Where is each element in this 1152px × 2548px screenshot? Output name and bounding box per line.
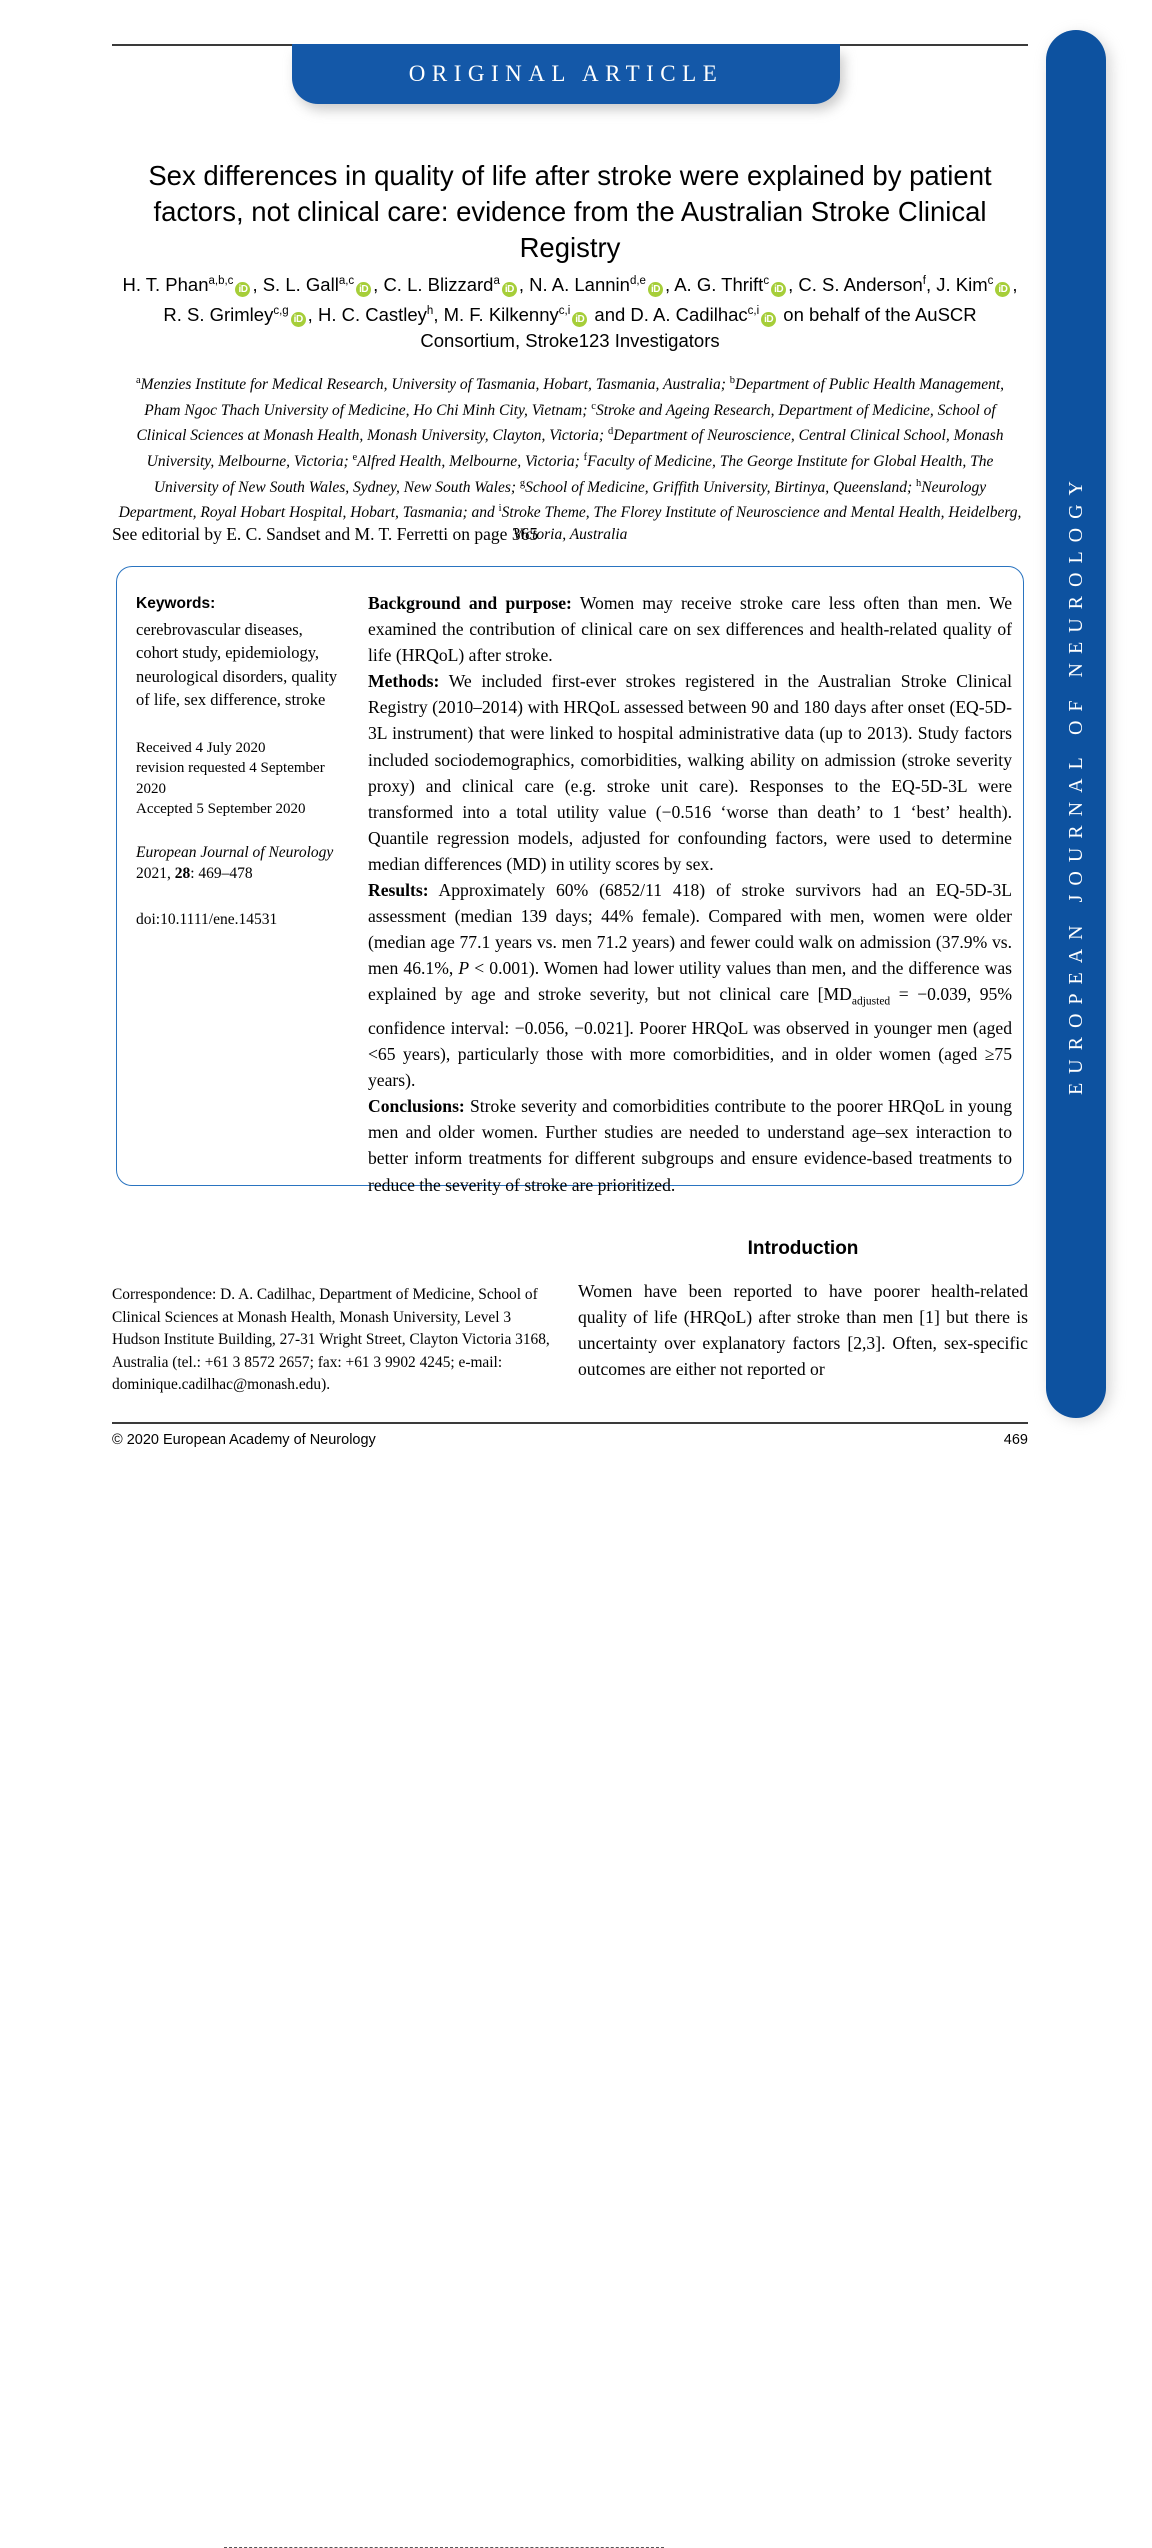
orcid-icon[interactable]: iD bbox=[995, 282, 1010, 297]
affiliation-marker: f bbox=[583, 451, 588, 463]
journal-citation bbox=[136, 842, 346, 884]
affiliation-marker: b bbox=[729, 375, 735, 386]
author-name: N. A. Lannin bbox=[529, 274, 630, 296]
affiliation-marker: a bbox=[135, 375, 141, 386]
page-number: 469 bbox=[1003, 1432, 1028, 1448]
revision-date: revision requested 4 September 2020 bbox=[136, 760, 325, 797]
keywords-column bbox=[136, 592, 346, 931]
affiliation-marker: i bbox=[498, 503, 502, 515]
affiliation-text: Stroke Theme, The Florey Institute of Neuroscience and Mental Health, Heidelberg, Victoria, Australia bbox=[501, 504, 1022, 543]
author-affiliation-marker: c,g bbox=[273, 305, 289, 318]
correspondence-text: Correspondence: D. A. Cadilhac, Department of Medicine, School of Clinical Sciences at Monash Health, Monash University, Level 3 Hudson Institute Building, 27-31 Wright Street, Clayton Victoria 3168, Australia (tel.: +61 3 8572 2657; fax: +61 3 9902 4245; e-mail: dominique.cadilhac@monash.edu). bbox=[112, 1286, 550, 1393]
doi: doi:10.1111/ene.14531 bbox=[136, 910, 278, 928]
author-affiliation-marker: a,c bbox=[338, 275, 355, 287]
journal-spine-label: EUROPEAN JOURNAL OF NEUROLOGY bbox=[1064, 472, 1087, 1096]
affiliation-marker: e bbox=[352, 451, 358, 463]
author-list: H. T. Phan$^{a,b,c}$iD , S. L. Gall$^{a,c}$iD , C. L. Blizzard$^a$iD , N. A. Lannin$^{d,e}$iD , A. G. Thrift$^c$iD , C. S. Anderson$^f$, J. Kim$^c$iD , R. S. Grimley$^{c,g}$iD , H. C. Castley$^h$, M. F. Kilkenny$^{c,i}$iD and D. A. Cadilhac$^{c,i}$iD on behalf of the AuSCR Consortium, Stroke123 Investigators bbox=[122, 274, 1018, 352]
author-affiliation-marker: c bbox=[987, 275, 994, 287]
orcid-icon[interactable]: iD bbox=[502, 282, 517, 297]
author-name: C. S. Anderson bbox=[798, 274, 923, 296]
editorial-note: See editorial by E. C. Sandset and M. T. Ferretti on page 365 bbox=[112, 524, 539, 544]
journal-citation-year: 2021, bbox=[136, 864, 175, 882]
author-name: D. A. Cadilhac bbox=[630, 304, 748, 326]
affiliation-text: Neurology Department, Royal Hobart Hospital, Hobart, Tasmania; and bbox=[118, 478, 987, 522]
abstract-methods-text: We included first-ever strokes registered in the Australian Stroke Clinical Registry (2010–2014) with HRQoL assessed between 90 and 180 days after onset (EQ-5D-3L instrument) that were linked to hospital administrative data (up to 2013). Study factors included sociodemographics, comorbidities, walking ability on admission (stroke severity proxy) and clinical care (e.g. stroke unit care). Responses to the EQ-5D-3L were transformed into a total utility value (−0.516 ‘worse than death’ to 1 ‘best’ health). Quantile regression models, adjusted for confounding factors, were used to determine median differences (MD) in utility scores by sex. bbox=[368, 671, 1012, 874]
journal-citation-pages: : 469–478 bbox=[190, 864, 253, 882]
copyright-notice: © 2020 European Academy of Neurology bbox=[112, 1432, 376, 1448]
author-affiliation-marker: a bbox=[493, 275, 500, 287]
affiliation-marker: h bbox=[916, 477, 922, 489]
accepted-date: Accepted 5 September 2020 bbox=[136, 801, 306, 817]
abstract-results-subscript: adjusted bbox=[851, 995, 891, 1008]
introduction-section bbox=[578, 1238, 1028, 1382]
orcid-icon[interactable]: iD bbox=[761, 312, 776, 327]
affiliation-text: Alfred Health, Melbourne, Victoria; bbox=[357, 453, 584, 471]
abstract-background-text: Women may receive stroke care less often than men. We examined the contribution of clinical care on sex differences and health-related quality of life (HRQoL) after stroke. bbox=[368, 593, 1013, 666]
affiliation-marker: c bbox=[591, 400, 596, 412]
author-group-statement: on behalf of the AuSCR Consortium, Stroke123 Investigators bbox=[420, 304, 977, 352]
abstract-results-text-3: = −0.039, 95% confidence interval: −0.056, −0.021]. Poorer HRQoL was observed in younger men (aged <65 years), particularly those with more comorbidities, and in older women (aged ≥75 years). bbox=[368, 984, 1013, 1091]
author-name: R. S. Grimley bbox=[163, 304, 274, 326]
author-name: H. C. Castley bbox=[317, 304, 427, 326]
abstract-conclusions bbox=[368, 1093, 1012, 1197]
orcid-icon[interactable]: iD bbox=[648, 282, 663, 297]
author-affiliation-marker: c,i bbox=[558, 305, 571, 318]
orcid-icon[interactable]: iD bbox=[235, 282, 250, 297]
article-title: Sex differences in quality of life after stroke were explained by patient factors, not clinical care: evidence from the Australian Stroke Clinical Registry bbox=[148, 160, 992, 264]
author-name: M. F. Kilkenny bbox=[443, 304, 559, 326]
affiliation-text: Department of Public Health Management, Pham Ngoc Thach University of Medicine, Ho Chi Minh City, Vietnam; bbox=[144, 376, 1005, 419]
article-type-banner: ORIGINAL ARTICLE bbox=[292, 44, 840, 104]
abstract-methods bbox=[368, 668, 1012, 877]
affiliation-text: Stroke and Ageing Research, Department of Medicine, School of Clinical Sciences at Monash Health, Monash University, Clayton, Victoria; bbox=[136, 401, 996, 445]
abstract-methods-label: Methods: bbox=[368, 671, 440, 692]
journal-spine bbox=[1046, 30, 1106, 1418]
orcid-icon[interactable]: iD bbox=[356, 282, 371, 297]
abstract-results bbox=[368, 877, 1012, 1093]
orcid-icon[interactable]: iD bbox=[771, 282, 786, 297]
author-affiliation-marker: h bbox=[426, 305, 434, 318]
abstract-body bbox=[368, 590, 1012, 1198]
affiliation-marker: d bbox=[607, 426, 614, 438]
journal-citation-name: European Journal of Neurology bbox=[136, 843, 334, 861]
keywords-list: cerebrovascular diseases, cohort study, epidemiology, neurological disorders, quality of life, sex difference, stroke bbox=[136, 619, 338, 709]
author-affiliation-marker: f bbox=[922, 275, 926, 287]
affiliation-text: Department of Neuroscience, Central Clinical School, Monash University, Melbourne, Victoria; bbox=[146, 427, 1004, 471]
abstract-results-p-symbol: P bbox=[458, 958, 470, 979]
abstract-results-label: Results: bbox=[368, 880, 429, 901]
affiliation-list bbox=[118, 370, 1022, 545]
abstract-results-text-2: < 0.001). Women had lower utility values than men, and the difference was explained by age and stroke severity, but not clinical care [MD bbox=[368, 958, 1012, 1005]
abstract-results-text-1: Approximately 60% (6852/11 418) of stroke survivors had an EQ-5D-3L assessment (median 139 days; 44% female). Compared with men, women were older (median age 77.1 years vs. men 71.2 years) and fewer could walk on admission (37.9% vs. men 46.1%, bbox=[368, 880, 1012, 979]
received-date: Received 4 July 2020 bbox=[136, 739, 266, 756]
author-name: C. L. Blizzard bbox=[383, 274, 494, 296]
keywords-heading: Keywords: bbox=[136, 595, 216, 612]
affiliation-marker: g bbox=[519, 477, 526, 489]
author-affiliation-marker: a,b,c bbox=[208, 275, 234, 287]
author-affiliation-marker: c bbox=[763, 275, 770, 287]
affiliation-text: School of Medicine, Griffith University, Birtinya, Queensland; bbox=[525, 478, 917, 496]
abstract-background bbox=[368, 590, 1012, 668]
author-name: S. L. Gall bbox=[262, 274, 339, 296]
author-affiliation-marker: d,e bbox=[629, 275, 646, 287]
orcid-icon[interactable]: iD bbox=[572, 312, 587, 327]
orcid-icon[interactable]: iD bbox=[291, 312, 306, 327]
author-name: H. T. Phan bbox=[122, 274, 209, 296]
introduction-body: Women have been reported to have poorer health-related quality of life (HRQoL) after stroke than men [1] but there is uncertainty over explanatory factors [2,3]. Often, sex-specific outcomes are either not reported or bbox=[578, 1281, 1028, 1380]
author-name: J. Kim bbox=[936, 274, 988, 296]
affiliation-text: Faculty of Medicine, The George Institute for Global Health, The University of New South Wales, Sydney, New South Wales; bbox=[153, 453, 994, 496]
abstract-conclusions-label: Conclusions: bbox=[368, 1096, 465, 1117]
affiliation-text: Menzies Institute for Medical Research, University of Tasmania, Hobart, Tasmania, Australia; bbox=[140, 376, 730, 394]
history-dates bbox=[136, 738, 346, 820]
page-footer bbox=[112, 1432, 1028, 1448]
introduction-heading: Introduction bbox=[747, 1238, 859, 1259]
author-affiliation-marker: c,i bbox=[747, 305, 760, 318]
author-name: A. G. Thrift bbox=[674, 274, 764, 296]
abstract-conclusions-text: Stroke severity and comorbidities contribute to the poorer HRQoL in young men and older women. Further studies are needed to understand age–sex interaction to better inform treatments for different subgroups and ensure evidence-based treatments to reduce the severity of stroke are prioritized. bbox=[368, 1096, 1012, 1195]
journal-citation-volume: 28 bbox=[174, 864, 191, 882]
footer-rule bbox=[112, 1422, 1028, 1424]
abstract-background-label: Background and purpose: bbox=[368, 593, 572, 613]
